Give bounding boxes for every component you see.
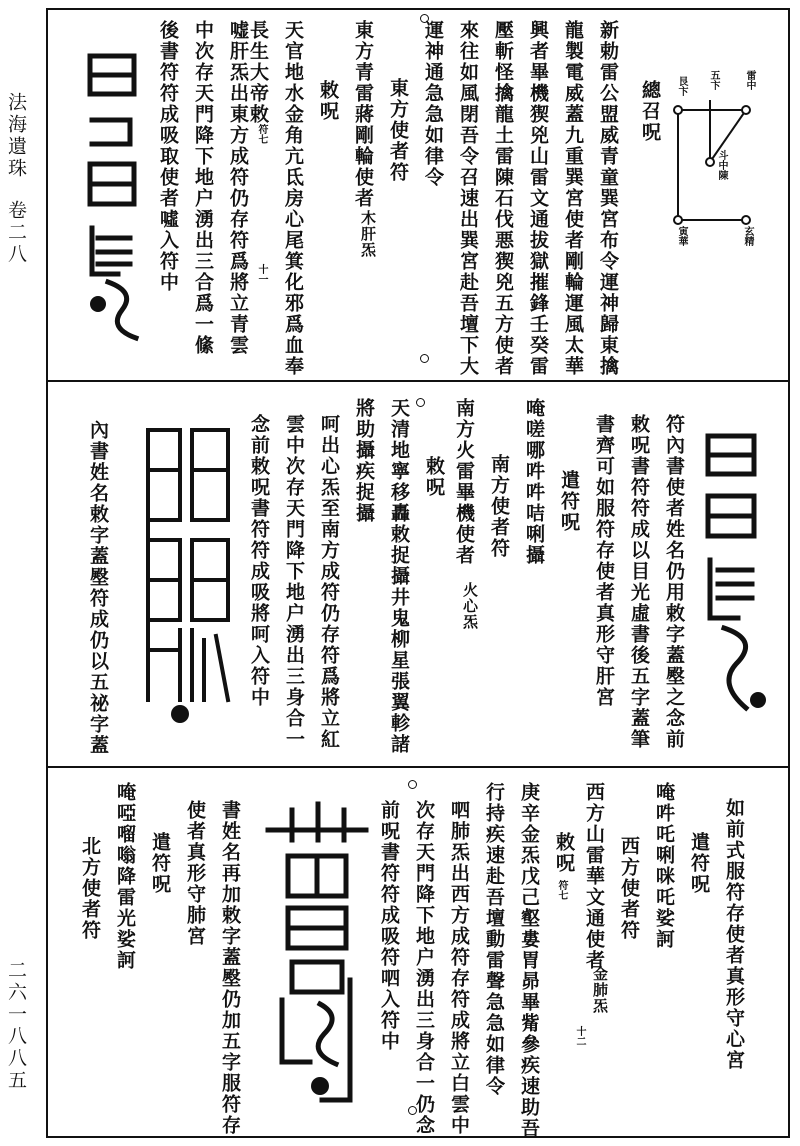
s1-col-8: 東方青雷蔣剛輪使者 — [352, 20, 374, 209]
s2-col-7: 南方火雷畢機使者 — [453, 398, 475, 566]
diagram-label-5: 寅華 — [676, 226, 687, 246]
s1-note-2: 十一 — [256, 264, 267, 284]
s2-col-10: 將助攝疾捉攝 — [353, 398, 375, 524]
s1-col-9: 敕呪 — [317, 80, 339, 122]
s3-col-7: 庚辛金炁戊己壑婁胃昴畢觜參疾速助吾 — [518, 782, 540, 1139]
s3-col-10: 次存天門降下地户湧出三身合一仍念 — [413, 800, 435, 1136]
s3-col-9: 呬肺炁出西方成符存符成將立白雲中 — [448, 800, 470, 1136]
s3-col-2: 遣符呪 — [688, 832, 710, 895]
s1-note-1: 符七 — [256, 124, 267, 144]
s1-col-6: 運神通急急如律令 — [422, 20, 444, 188]
s3-col-8: 行持疾速赴吾壇動雷聲急急如律令 — [483, 782, 505, 1097]
diagram-label-1: 雷中 — [744, 70, 755, 90]
s3-col-5: 西方山雷華文通使者 — [583, 782, 605, 971]
s1-col-8b: 木肝炁 — [359, 210, 377, 258]
diagram-label-2: 五卞 — [708, 70, 719, 90]
s2-col-7b: 火心炁 — [461, 582, 479, 630]
s2-col-2: 敕呪書符符成以目光虛書後五字蓋筆 — [628, 414, 650, 750]
s3-col-5b: 金肺炁 — [591, 966, 609, 1014]
s2-col-8: 敕呪 — [423, 456, 445, 498]
s1-col-14: 後書符符成吸取使者噓入符中 — [157, 20, 179, 293]
diagram-label-3: 艮卞 — [676, 76, 687, 96]
s2-col-12: 雲中次存天門降下地户湧出三身合一 — [283, 414, 305, 750]
s2-col-1: 符內書使者姓名仍用敕字蓋壂之念前 — [663, 414, 685, 750]
section-divider-2 — [46, 766, 790, 768]
talisman-seal-2 — [696, 418, 776, 718]
s1-col-11: 長生大帝敕 — [247, 20, 269, 125]
s3-col-4: 西方使者符 — [618, 836, 640, 941]
talisman-seal-4 — [262, 800, 372, 1110]
s2-col-11: 呵出心炁至南方成符仍存符爲將立紅 — [318, 414, 340, 750]
s2-col-9: 天清地寧移轟敕捉攝井鬼柳星張翼軫諸 — [388, 398, 410, 755]
s3-note-2: 十二 — [574, 1026, 585, 1046]
circle-mark — [420, 354, 429, 363]
circle-mark — [408, 780, 417, 789]
s3-col-16: 北方使者符 — [79, 836, 101, 941]
s3-col-11: 前呪書符符成吸符呬入符中 — [378, 800, 400, 1052]
talisman-seal-1 — [78, 42, 148, 342]
diagram-label-4: 斗中陳 — [716, 150, 727, 180]
s1-col-2: 龍製電威蓋九重巽宮使者剛輪運風太華 — [562, 20, 584, 377]
s2-col-13: 念前敕呪書符符成吸將呵入符中 — [248, 414, 270, 708]
s1-col-4: 壓斬怪擒龍土雷陳石伐悪猰兇五方使者 — [492, 20, 514, 377]
volume-label: 卷二八 — [5, 200, 27, 266]
s3-col-15: 唵啞𠺕嗡降雷光娑訶 — [114, 782, 136, 971]
diagram-label-6: 玄精 — [742, 226, 753, 246]
circle-mark — [408, 1106, 417, 1115]
section1-heading: 總召呪 — [639, 80, 661, 143]
s1-col-12: 嘘肝炁出東方成符仍存符爲將立青雲 — [227, 20, 249, 356]
s1-col-13: 中次存天門降下地户湧出三合爲一絛 — [192, 20, 214, 356]
talisman-seal-3 — [140, 420, 240, 730]
s3-col-6: 敕呪 — [553, 832, 575, 874]
s3-note-1: 符七 — [556, 880, 567, 900]
s3-col-3: 唵吽吒唎咪吒娑訶 — [653, 782, 675, 950]
s2-col-4: 遣符呪 — [558, 470, 580, 533]
section-divider-1 — [46, 380, 790, 382]
s2-col-6: 南方使者符 — [488, 454, 510, 559]
s3-col-1: 如前式服符存使者真形守心宮 — [723, 798, 745, 1071]
s3-col-13: 使者真形守肺宮 — [184, 800, 206, 947]
s1-col-5: 來往如風閉吾令召速出巽宮赴吾壇下大 — [457, 20, 479, 377]
s1-col-10: 天官地水金角亢氐房心尾箕化邪爲血奉 — [282, 20, 304, 377]
page-number: 二六一八八五 — [5, 960, 27, 1092]
s2-col-5: 唵嗟哪吽吽咭唎攝 — [523, 398, 545, 566]
circle-mark — [416, 398, 425, 407]
book-title: 法海遺珠 — [5, 92, 27, 180]
s2-right-note: 內書姓名敕字蓋壂符成仍以五祕字蓋 — [87, 420, 109, 756]
s1-col-3: 興者畢機猰兇山雷文通拔獄摧鋒壬癸雷 — [527, 20, 549, 377]
s3-col-12: 書姓名再加敕字蓋壂仍加五字服符存 — [219, 800, 241, 1136]
s1-col-1: 新勅雷公盟威青童巽宮布令運神歸東擒 — [597, 20, 619, 377]
s3-col-14: 遣符呪 — [149, 832, 171, 895]
circle-mark — [420, 14, 429, 23]
s1-col-7: 東方使者符 — [387, 78, 409, 183]
s2-col-3: 書齊可如服符存使者真形守肝宮 — [593, 414, 615, 708]
